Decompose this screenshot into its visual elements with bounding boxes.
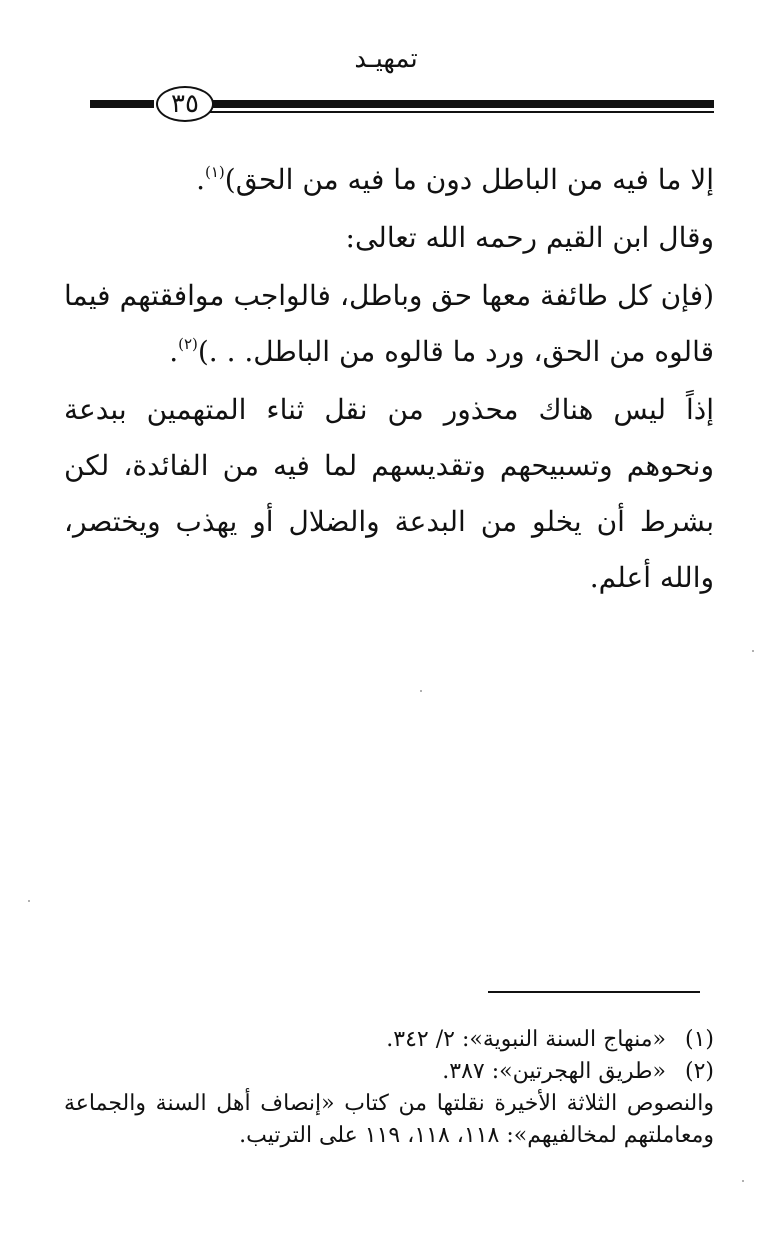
paragraph-2-text: وقال ابن القيم رحمه الله تعالى:: [345, 221, 714, 254]
paragraph-4: [64, 382, 714, 606]
footnote-note: والنصوص الثلاثة الأخيرة نقلتها من كتاب «إنصاف أهل السنة والجماعة ومعاملتهم لمخالفيهم»: ١١٨، ١١٨، ١١٩ على الترتيب.: [64, 1091, 714, 1148]
running-title: تمهيـد: [354, 44, 418, 74]
paragraph-4-text: إذاً ليس هناك محذور من نقل ثناء المتهمين ببدعة ونحوهم وتسبيحهم وتقديسهم لما فيه من الفائدة، لكن بشرط أن يخلو من البدعة والضلال أو يهذب ويختصر، والله أعلم.: [64, 393, 714, 594]
header-rule-left: [90, 100, 154, 108]
footnote-2-text: «طريق الهجرتين»: ٣٨٧.: [442, 1059, 666, 1084]
paragraph-3: [64, 268, 714, 380]
paragraph-3-text: (فإن كل طائفة معها حق وباطل، فالواجب موافقتهم فيما قالوه من الحق، ورد ما قالوه من الباطل. . .): [64, 279, 714, 368]
scan-speck: [420, 690, 422, 692]
header-rule-right-thin: [210, 111, 714, 113]
paragraph-2: [64, 210, 714, 266]
paragraph-3-end: .: [169, 335, 179, 368]
scan-speck: [752, 650, 754, 652]
footnote-1-text: «منهاج السنة النبوية»: ٢/ ٣٤٢.: [386, 1027, 666, 1052]
footnote-separator: [488, 991, 700, 993]
scan-speck: [742, 1180, 744, 1182]
paragraph-1-text: إلا ما فيه من الباطل دون ما فيه من الحق): [224, 163, 714, 196]
footnote-2-number: (٢): [684, 1059, 714, 1084]
header-rule: [86, 86, 714, 126]
paragraph-1: [64, 152, 714, 208]
footnotes: [64, 1024, 714, 1152]
footnote-ref-2: (٢): [178, 334, 198, 353]
header-rule-right: [210, 100, 714, 108]
paragraph-1-end: .: [196, 163, 205, 196]
page-number: ٣٥: [156, 86, 214, 122]
footnote-2: [64, 1056, 714, 1088]
footnote-1-number: (١): [684, 1027, 714, 1052]
footnote-1: [64, 1024, 714, 1056]
scan-speck: [28, 900, 30, 902]
body-text: [64, 152, 714, 608]
footnote-ref-1: (١): [204, 162, 225, 181]
